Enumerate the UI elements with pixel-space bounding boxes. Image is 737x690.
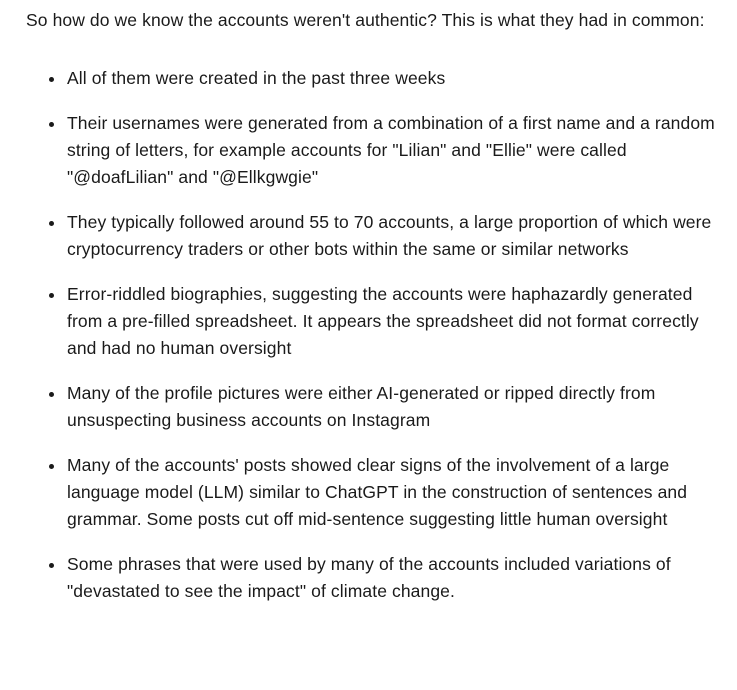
intro-paragraph: So how do we know the accounts weren't authentic? This is what they had in common: xyxy=(26,10,705,30)
bullet-icon xyxy=(49,221,54,226)
list-item-text: Some phrases that were used by many of the accounts included variations of "devastated to see the impact" of climate change. xyxy=(67,554,671,601)
evidence-list xyxy=(26,65,727,605)
list-item xyxy=(26,551,727,605)
bullet-icon xyxy=(49,77,54,82)
list-item xyxy=(26,281,727,362)
list-item-text: All of them were created in the past three weeks xyxy=(67,68,446,88)
list-item xyxy=(26,380,727,434)
bullet-icon xyxy=(49,464,54,469)
bullet-icon xyxy=(49,122,54,127)
list-item-text: Many of the profile pictures were either AI-generated or ripped directly from unsuspecting business accounts on Instagram xyxy=(67,383,656,430)
bullet-icon xyxy=(49,392,54,397)
list-item-text: Error-riddled biographies, suggesting the accounts were haphazardly generated from a pre-filled spreadsheet. It appears the spreadsheet did not format correctly and had no human oversight xyxy=(67,284,699,358)
bullet-icon xyxy=(49,563,54,568)
list-item-text: Their usernames were generated from a combination of a first name and a random string of letters, for example accounts for "Lilian" and "Ellie" were called "@doafLilian" and "@Ellkgwgie" xyxy=(67,113,715,187)
list-item xyxy=(26,452,727,533)
list-item-text: Many of the accounts' posts showed clear signs of the involvement of a large language model (LLM) similar to ChatGPT in the construction of sentences and grammar. Some posts cut off mid-sentence suggesting little human oversight xyxy=(67,455,688,529)
bullet-icon xyxy=(49,293,54,298)
list-item-text: They typically followed around 55 to 70 accounts, a large proportion of which were cryptocurrency traders or other bots within the same or similar networks xyxy=(67,212,712,259)
list-item xyxy=(26,209,727,263)
list-item xyxy=(26,65,727,92)
list-item xyxy=(26,110,727,191)
